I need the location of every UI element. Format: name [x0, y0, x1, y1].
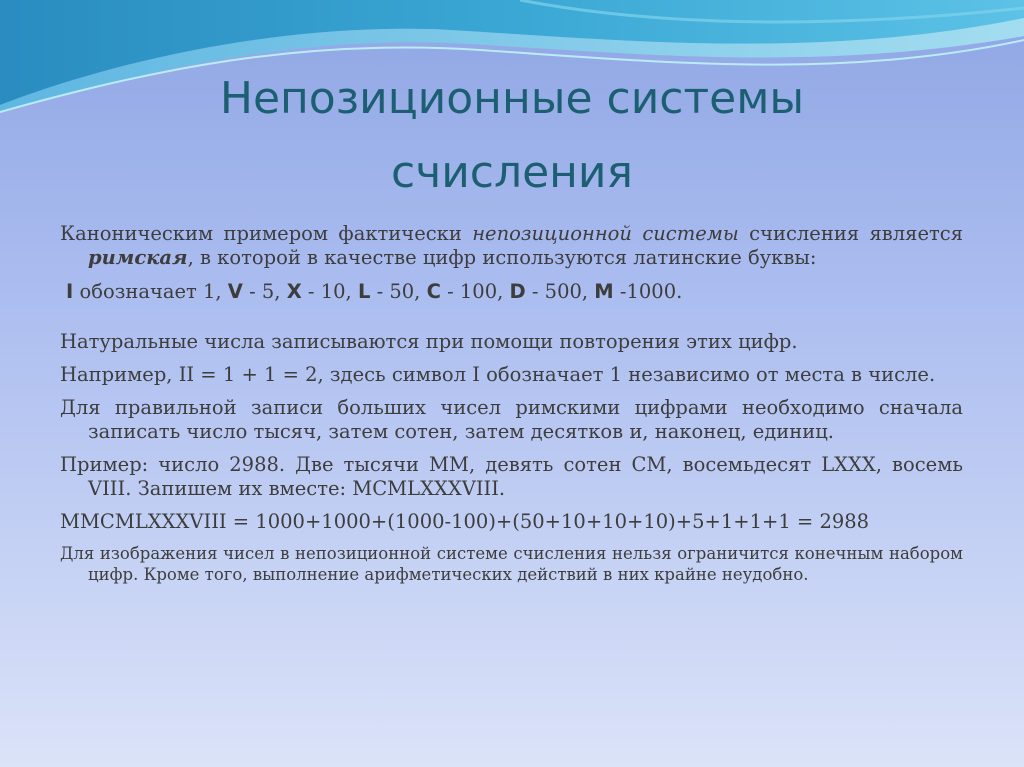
intro-bold-italic-word: римская: [88, 246, 188, 269]
digit-symbol: V: [227, 280, 243, 303]
digit-value: -1000.: [613, 280, 683, 303]
roman-digits-line: [60, 280, 963, 304]
paragraph-conclusion: Для изображения чисел в непозиционной системе счисления нельзя ограничится конечным набором цифр. Кроме того, выполнение арифметических действий в них крайне неудобно.: [60, 544, 963, 584]
digit-value: - 5,: [242, 280, 287, 303]
digit-value: - 50,: [370, 280, 427, 303]
digit-symbol: L: [357, 280, 371, 303]
digit-value: - 500,: [525, 280, 595, 303]
slide-title: [0, 62, 1024, 210]
intro-text-middle: счисления является: [738, 222, 963, 245]
intro-paragraph: [60, 222, 963, 270]
digit-symbol: C: [426, 280, 441, 303]
title-line-1: Непозиционные системы: [219, 73, 805, 124]
paragraph-expansion: MMCMLXXXVIII = 1000+1000+(1000-100)+(50+10+10+10)+5+1+1+1 = 2988: [60, 510, 870, 533]
digit-value: обозначает 1,: [79, 280, 228, 303]
digit-symbol: I: [66, 280, 74, 303]
intro-text-after: , в которой в качестве цифр используются латинские буквы:: [187, 246, 817, 269]
digit-value: - 10,: [301, 280, 358, 303]
digit-symbol: X: [286, 280, 302, 303]
slide-body: [60, 222, 963, 585]
paragraph-large-numbers: Для правильной записи больших чисел римскими цифрами необходимо сначала записать число тысяч, затем сотен, затем десятков и, наконец, единиц.: [60, 396, 963, 443]
paragraph-example-ii: Например, II = 1 + 1 = 2, здесь символ I обозначает 1 независимо от места в числе.: [60, 363, 936, 386]
paragraph-natural-numbers: Натуральные числа записываются при помощи повторения этих цифр.: [60, 330, 798, 353]
intro-italic-phrase: непозиционной системы: [472, 222, 739, 245]
paragraph-example-2988: Пример: число 2988. Две тысячи MM, девять сотен CM, восемьдесят LXXX, восемь VIII. Запишем их вместе: MCMLXXXVIII.: [60, 453, 963, 500]
digit-symbol: M: [594, 280, 614, 303]
title-line-2: счисления: [391, 147, 633, 198]
digit-symbol: D: [509, 280, 526, 303]
intro-text-before: Каноническим примером фактически: [60, 222, 473, 245]
digit-value: - 100,: [440, 280, 510, 303]
